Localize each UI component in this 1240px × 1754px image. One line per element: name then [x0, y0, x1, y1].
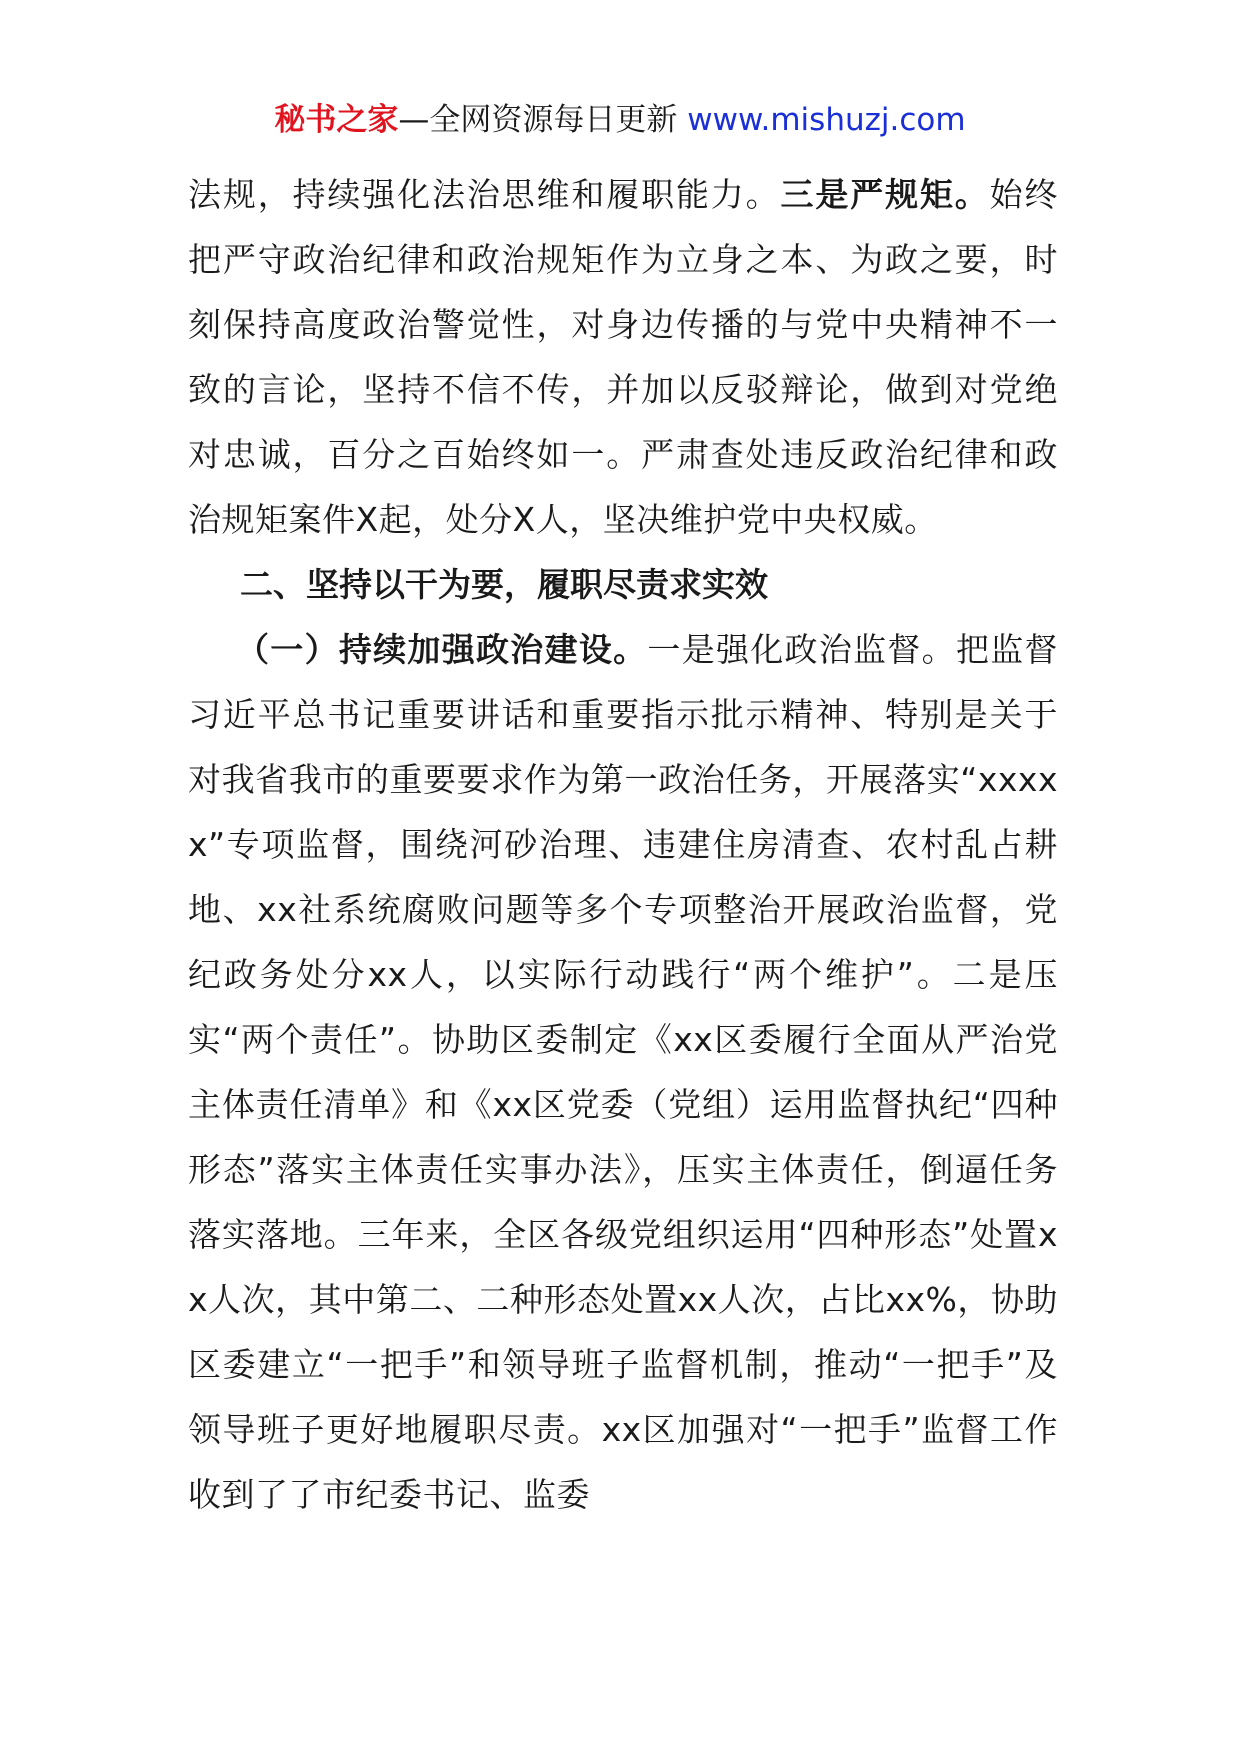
paragraph-text: 始终把严守政治纪律和政治规矩作为立身之本、为政之要，时刻保持高度政治警觉性，对身边传播的与党中央精神不一致的言论，坚持不信不传，并加以反驳辩论，做到对党绝对忠诚，百分之百始终如一。严肃查处违反政治纪律和政治规矩案件X起，处分X人，坚决维护党中央权威。 [188, 175, 1059, 539]
brand-name: 秘书之家 [274, 102, 399, 138]
header-tagline: —全网资源每日更新 [398, 102, 688, 138]
paragraph-text: 法规，持续强化法治思维和履职能力。 [188, 175, 781, 214]
paragraph-political-building [188, 617, 1058, 1527]
document-body [188, 162, 1058, 1527]
paragraph-strict-rules [188, 162, 1058, 552]
bold-subheading: 三是严规矩。 [780, 175, 990, 214]
section-heading: 二、坚持以干为要，履职尽责求实效 [240, 565, 768, 604]
paragraph-text: 一是强化政治监督。把监督习近平总书记重要讲话和重要指示批示精神、特别是关于对我省我市的重要要求作为第一政治任务，开展落实“xxxxx”专项监督，围绕河砂治理、违建住房清查、农村乱占耕地、xx社系统腐败问题等多个专项整治开展政治监督，党纪政务处分xx人，以实际行动践行“两个维护”。二是压实“两个责任”。协助区委制定《xx区委履行全面从严治党主体责任清单》和《xx区党委（党组）运用监督执纪“四种形态”落实主体责任实事办法》，压实主体责任，倒逼任务落实落地。三年来，全区各级党组织运用“四种形态”处置xx人次，其中第二、二种形态处置xx人次，占比xx%，协助区委建立“一把手”和领导班子监督机制，推动“一把手”及领导班子更好地履职尽责。xx区加强对“一把手”监督工作收到了了市纪委书记、监委 [188, 630, 1059, 1514]
website-link[interactable]: www.mishuzj.com [687, 102, 966, 138]
page-header [0, 98, 1240, 142]
bold-subheading: （一）持续加强政治建设。 [236, 630, 648, 669]
